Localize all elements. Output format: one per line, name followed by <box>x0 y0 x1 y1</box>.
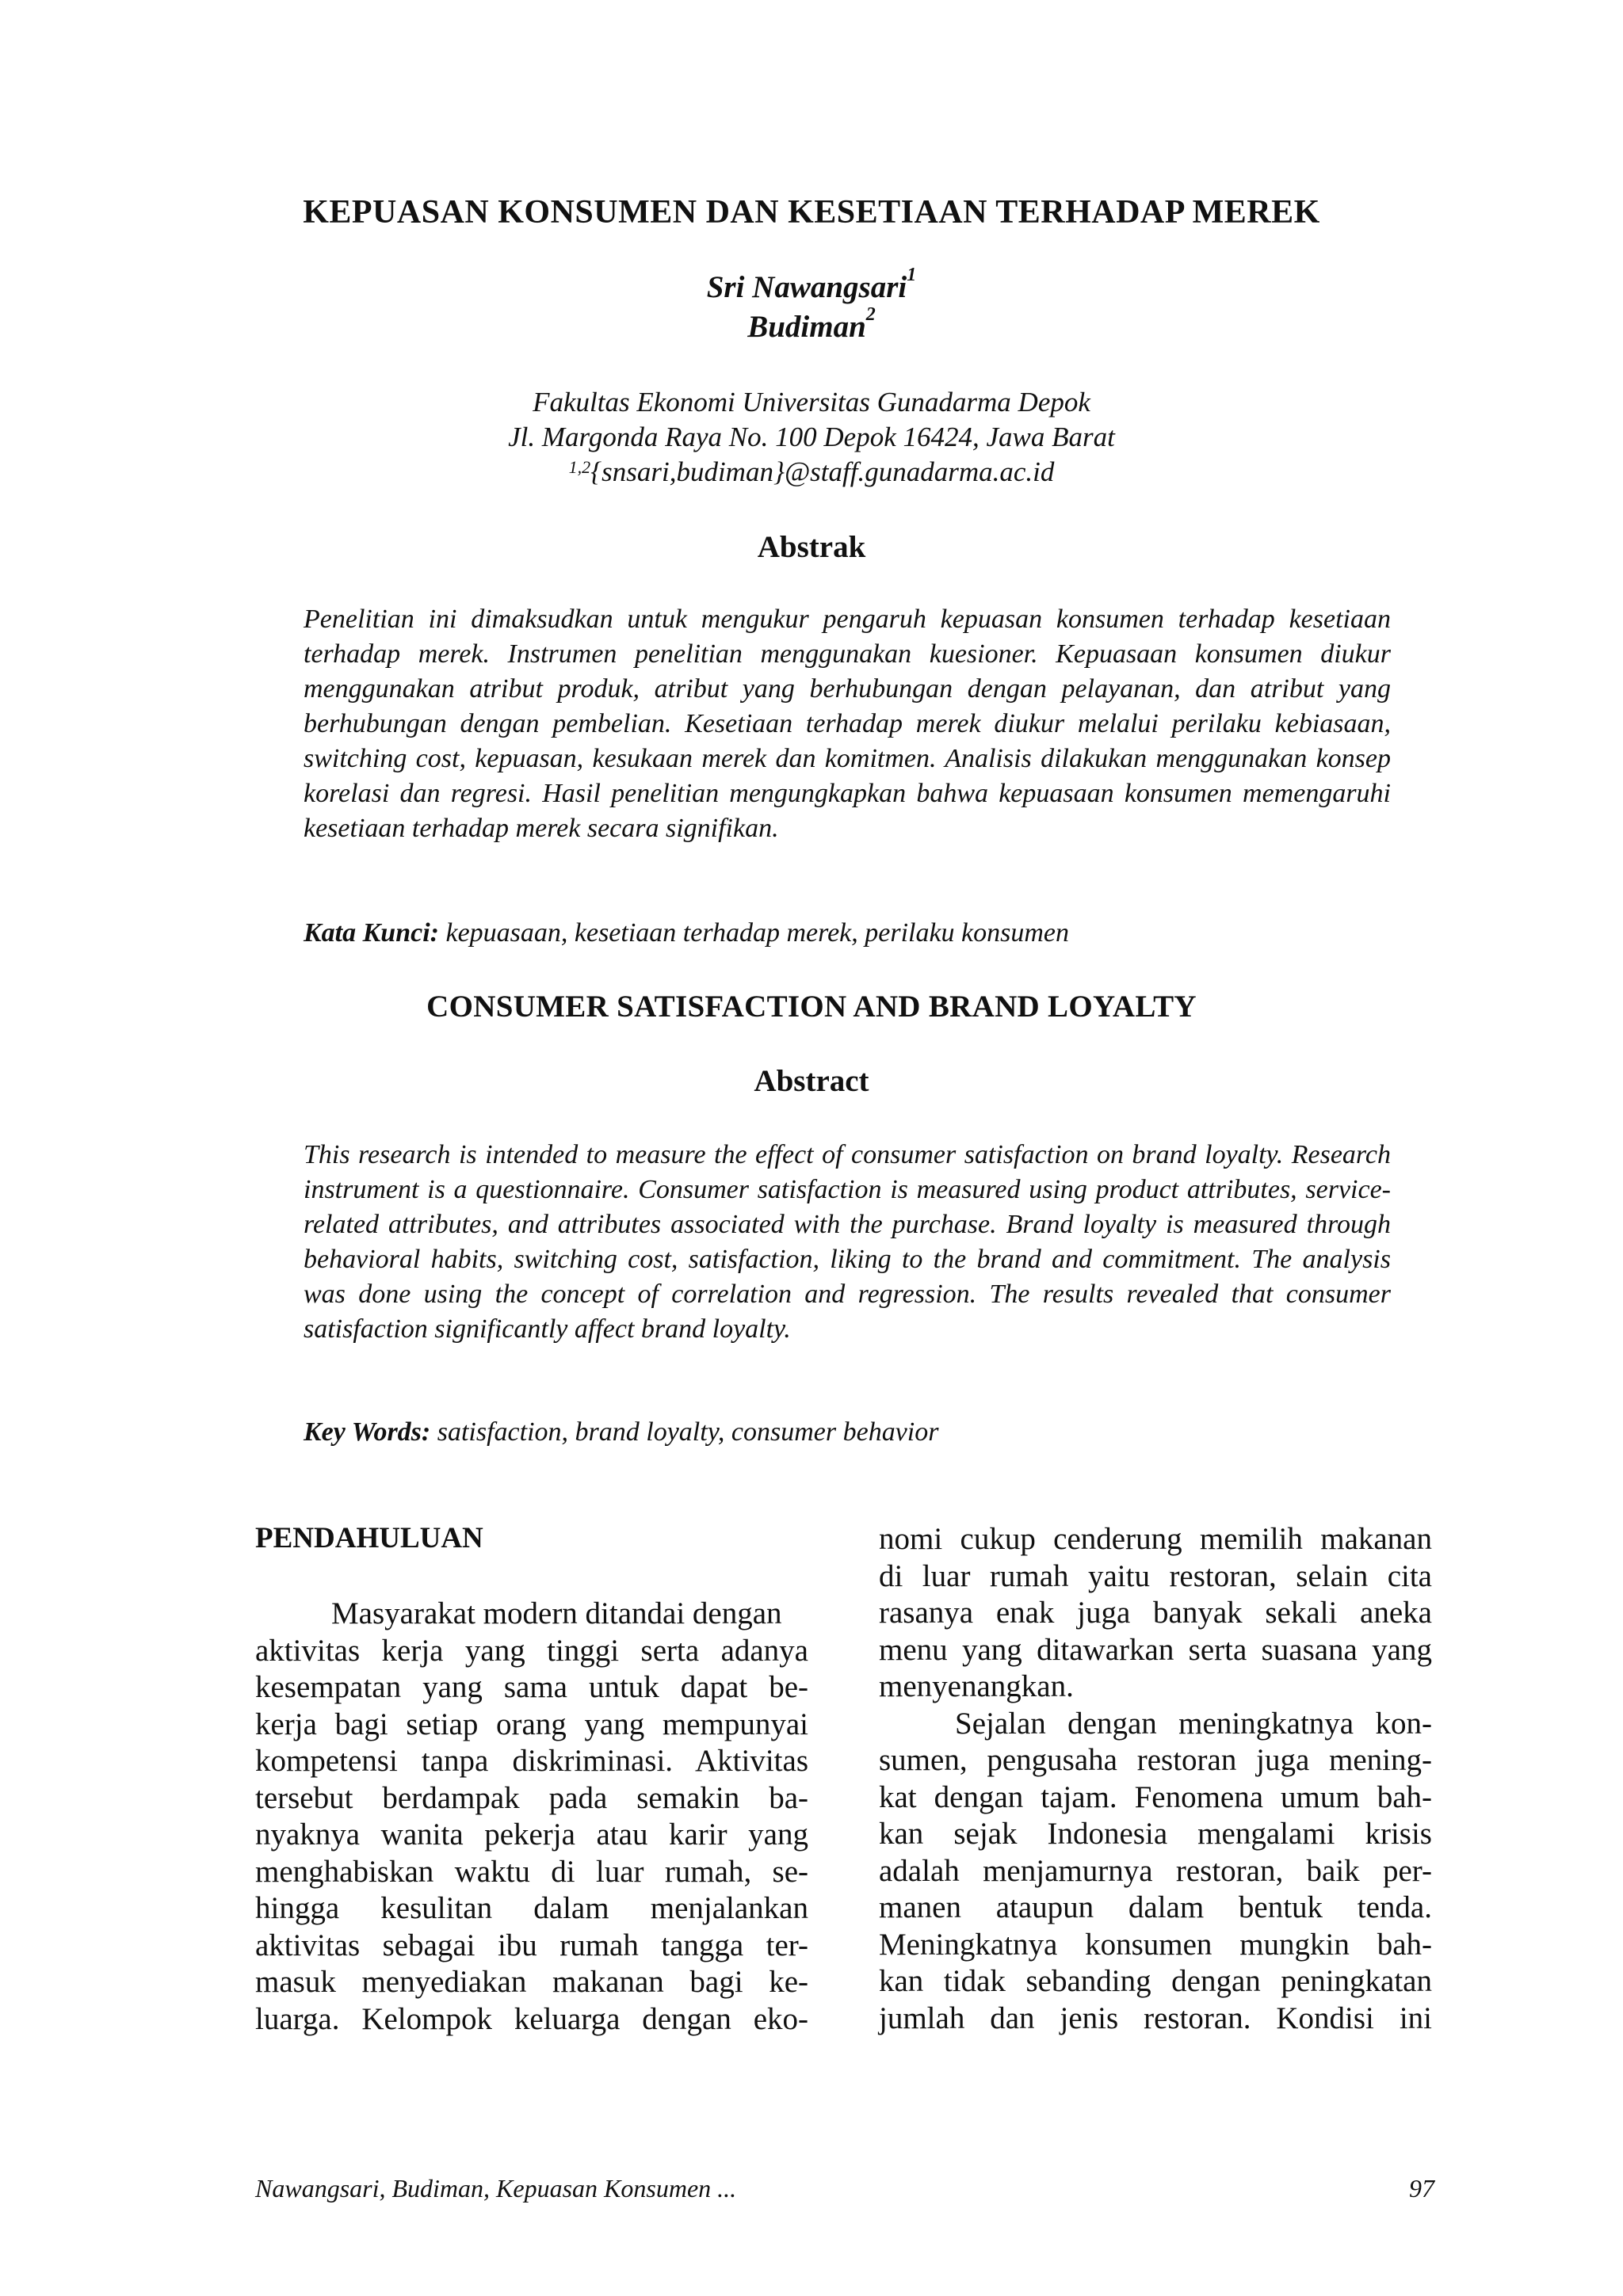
left-line-1: Masyarakat modern ditandai dengan <box>331 1596 782 1630</box>
author-2-mark: 2 <box>865 304 876 325</box>
author-1 <box>0 265 1623 305</box>
footer-running-title: Nawangsari, Budiman, Kepuasan Konsumen ... <box>255 2174 737 2203</box>
right-line-10: adalah menjamurnya restoran, baik per- <box>879 1853 1432 1888</box>
left-column <box>255 1596 808 2038</box>
abstrak-keywords <box>304 916 1391 951</box>
right-line-1: nomi cukup cenderung memilih makanan <box>879 1522 1432 1556</box>
english-title: CONSUMER SATISFACTION AND BRAND LOYALTY <box>426 990 1197 1024</box>
right-line-3: rasanya enak juga banyak sekali aneka <box>879 1596 1432 1630</box>
right-line-4: menu yang ditawarkan serta suasana yang <box>879 1632 1432 1667</box>
author-1-mark: 1 <box>907 265 917 285</box>
left-line-4: kerja bagi setiap orang yang mempunyai <box>255 1707 808 1741</box>
abstract-text: This research is intended to measure the effect of consumer satisfaction on brand loyalty. Research instrument is a questionnaire. Consumer satisfaction is measured using product attributes, service-related attributes, and attributes associated with the purchase. Brand loyalty is measured through behavioral habits, switching cost, satisfaction, liking to the brand and commitment. The analysis was done using the concept of correlation and regression. The results revealed that consumer satisfaction significantly affect brand loyalty. <box>304 1140 1391 1344</box>
abstract-keywords-label: Key Words: <box>304 1417 431 1447</box>
abstract-keywords <box>304 1415 1391 1450</box>
left-line-2: aktivitas kerja yang tinggi serta adanya <box>255 1633 808 1668</box>
right-line-11: manen ataupun dalam bentuk tenda. <box>879 1890 1432 1924</box>
paper-title: KEPUASAN KONSUMEN DAN KESETIAAN TERHADAP MEREK <box>303 194 1320 231</box>
affiliation-email <box>0 455 1623 490</box>
right-line-7: sumen, pengusaha restoran juga mening- <box>879 1743 1432 1777</box>
author-1-name: Sri Nawangsari <box>706 270 907 304</box>
left-line-5: kompetensi tanpa diskriminasi. Aktivitas <box>255 1744 808 1778</box>
right-line-14: jumlah dan jenis restoran. Kondisi ini <box>879 2000 1432 2035</box>
left-line-10: aktivitas sebagai ibu rumah tangga ter- <box>255 1928 808 1962</box>
author-2 <box>0 304 1623 345</box>
left-line-9: hingga kesulitan dalam menjalankan <box>255 1891 808 1925</box>
right-line-5: menyenangkan. <box>879 1669 1074 1703</box>
affiliation-line-1: Fakultas Ekonomi Universitas Gunadarma Depok <box>533 387 1090 418</box>
left-line-3: kesempatan yang sama untuk dapat be- <box>255 1670 808 1704</box>
right-line-2: di luar rumah yaitu restoran, selain cita <box>879 1558 1432 1593</box>
right-line-9: kan sejak Indonesia mengalami krisis <box>879 1817 1432 1851</box>
right-line-6: Sejalan dengan meningkatnya kon- <box>955 1706 1432 1741</box>
left-line-8: menghabiskan waktu di luar rumah, se- <box>255 1854 808 1889</box>
left-line-7: nyaknya wanita pekerja atau karir yang <box>255 1817 808 1852</box>
section-heading: PENDAHULUAN <box>255 1522 483 1554</box>
left-line-6: tersebut berdampak pada semakin ba- <box>255 1780 808 1815</box>
abstract-keywords-text: satisfaction, brand loyalty, consumer behavior <box>437 1417 939 1447</box>
right-line-13: kan tidak sebanding dengan peningkatan <box>879 1964 1432 1998</box>
right-column <box>879 1521 1432 2037</box>
email-mark: 1,2 <box>568 457 591 477</box>
abstrak-text: Penelitian ini dimaksudkan untuk mengukur pengaruh kepuasan konsumen terhadap kesetiaan terhadap merek. Instrumen penelitian menggunakan kuesioner. Kepuasaan konsumen diukur menggunakan atribut produk, atribut yang berhubungan dengan pelayanan, dan atribut yang berhubungan dengan pembelian. Kesetiaan terhadap merek diukur melalui perilaku kebiasaan, switching cost, kepuasan, kesukaan merek dan komitmen. Analisis dilakukan menggunakan konsep korelasi dan regresi. Hasil penelitian mengungkapkan bahwa kepuasaan konsumen memengaruhi kesetiaan terhadap merek secara signifikan. <box>304 605 1391 843</box>
right-line-12: Meningkatnya konsumen mungkin bah- <box>879 1927 1432 1962</box>
abstrak-keywords-label: Kata Kunci: <box>304 918 439 948</box>
footer-page-number: 97 <box>1409 2174 1434 2203</box>
affiliation-line-2: Jl. Margonda Raya No. 100 Depok 16424, Jawa Barat <box>508 421 1115 452</box>
author-2-name: Budiman <box>747 310 866 344</box>
abstrak-keywords-text: kepuasaan, kesetiaan terhadap merek, perilaku konsumen <box>445 918 1070 948</box>
right-line-8: kat dengan tajam. Fenomena umum bah- <box>879 1779 1432 1814</box>
abstract-heading: Abstract <box>754 1064 869 1098</box>
left-line-11: masuk menyediakan makanan bagi ke- <box>255 1965 808 1999</box>
left-line-12: luarga. Kelompok keluarga dengan eko- <box>255 2001 808 2036</box>
email-address: {snsari,budiman}@staff.gunadarma.ac.id <box>590 456 1055 487</box>
abstrak-heading: Abstrak <box>757 530 866 564</box>
